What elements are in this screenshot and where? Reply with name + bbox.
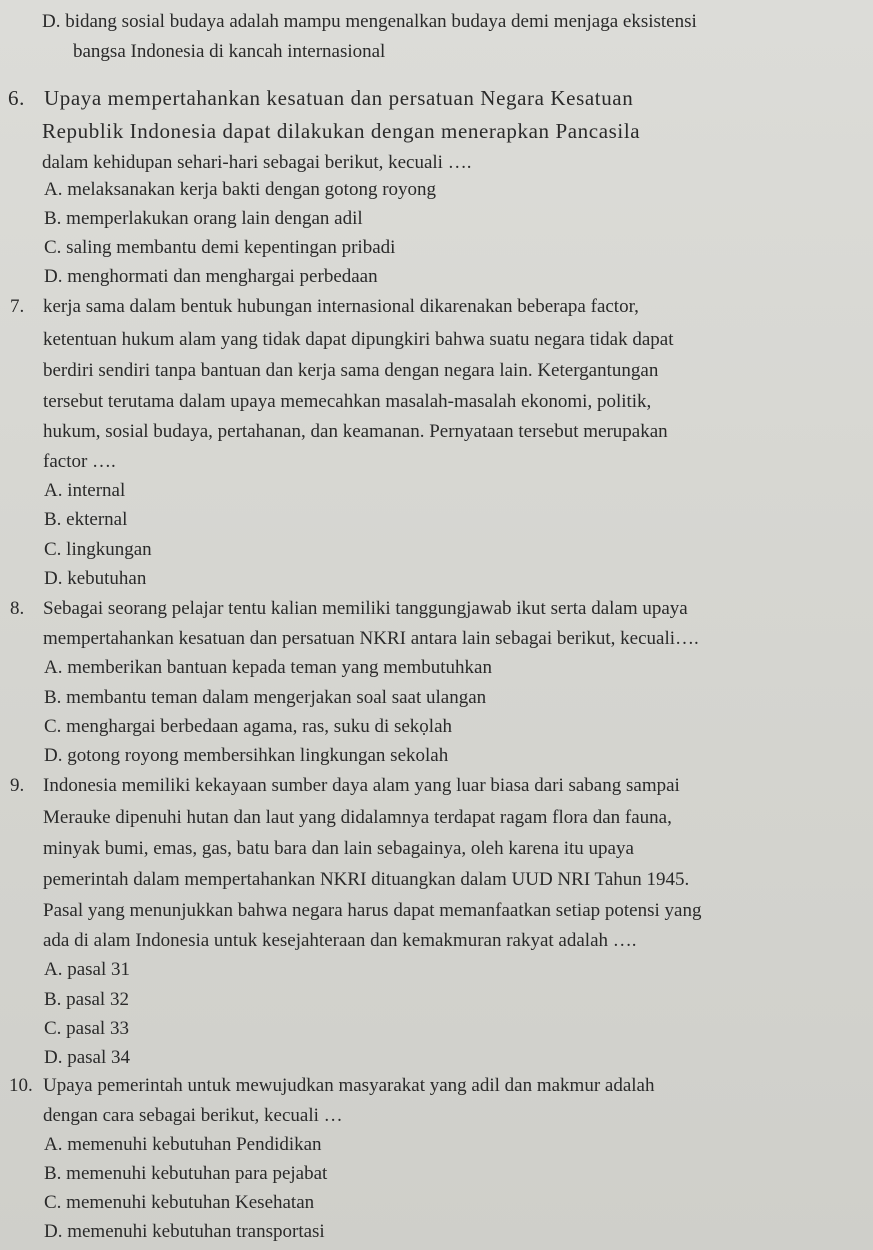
q7-option-b[interactable]: B. ekternal <box>44 509 128 530</box>
q9-line5: Pasal yang menunjukkan bahwa negara harus dapat memanfaatkan setiap potensi yang <box>43 900 702 921</box>
q6-option-a[interactable]: A. melaksanakan kerja bakti dengan gotong royong <box>44 179 437 200</box>
q6-line1: Upaya mempertahankan kesatuan dan persatuan Negara Kesatuan <box>44 86 634 110</box>
q9-option-a[interactable]: A. pasal 31 <box>44 959 131 980</box>
q9-option-d[interactable]: D. pasal 34 <box>44 1047 131 1068</box>
q9-number: 9. <box>10 775 25 796</box>
q9-line6: ada di alam Indonesia untuk kesejahteraan dan kemakmuran rakyat adalah …. <box>43 930 637 951</box>
q10-option-b[interactable]: B. memenuhi kebutuhan para pejabat <box>44 1163 328 1184</box>
q6-line3: dalam kehidupan sehari-hari sebagai berikut, kecuali …. <box>42 152 472 173</box>
q8-option-c[interactable]: C. menghargai berbedaan agama, ras, suku di sekọlah <box>44 716 453 737</box>
q7-line6: factor …. <box>43 451 116 472</box>
q6-option-d[interactable]: D. menghormati dan menghargai perbedaan <box>44 266 378 287</box>
q7-option-d[interactable]: D. kebutuhan <box>44 568 147 589</box>
q7-line2: ketentuan hukum alam yang tidak dapat dipungkiri bahwa suatu negara tidak dapat <box>43 329 674 350</box>
q6-option-c[interactable]: C. saling membantu demi kepentingan pribadi <box>44 237 396 258</box>
q9-line1: Indonesia memiliki kekayaan sumber daya alam yang luar biasa dari sabang sampai <box>43 775 680 796</box>
q7-line1: kerja sama dalam bentuk hubungan internasional dikarenakan beberapa factor, <box>43 296 639 317</box>
q7-option-a[interactable]: A. internal <box>44 480 126 501</box>
q9-line3: minyak bumi, emas, gas, batu bara dan lain sebagainya, oleh karena itu upaya <box>43 838 634 859</box>
q8-option-d[interactable]: D. gotong royong membersihkan lingkungan sekolah <box>44 745 449 766</box>
q10-line1: Upaya pemerintah untuk mewujudkan masyarakat yang adil dan makmur adalah <box>43 1075 655 1096</box>
q9-option-c[interactable]: C. pasal 33 <box>44 1018 129 1039</box>
q5-option-d-line1: D. bidang sosial budaya adalah mampu mengenalkan budaya demi menjaga eksistensi <box>42 11 697 32</box>
q9-line2: Merauke dipenuhi hutan dan laut yang didalamnya terdapat ragam flora dan fauna, <box>43 807 672 828</box>
q10-option-a[interactable]: A. memenuhi kebutuhan Pendidikan <box>44 1134 322 1155</box>
q8-line2: mempertahankan kesatuan dan persatuan NKRI antara lain sebagai berikut, kecuali…. <box>43 628 699 649</box>
q8-number: 8. <box>10 598 25 619</box>
q10-option-c[interactable]: C. memenuhi kebutuhan Kesehatan <box>44 1192 315 1213</box>
q6-number: 6. <box>8 86 25 110</box>
q6-option-b[interactable]: B. memperlakukan orang lain dengan adil <box>44 208 363 229</box>
q7-line4: tersebut terutama dalam upaya memecahkan masalah-masalah ekonomi, politik, <box>43 391 652 412</box>
q8-line1: Sebagai seorang pelajar tentu kalian memiliki tanggungjawab ikut serta dalam upaya <box>43 598 688 619</box>
q7-line5: hukum, sosial budaya, pertahanan, dan keamanan. Pernyataan tersebut merupakan <box>43 421 668 442</box>
q7-number: 7. <box>10 296 25 317</box>
q7-line3: berdiri sendiri tanpa bantuan dan kerja sama dengan negara lain. Ketergantungan <box>43 360 659 381</box>
q6-line2: Republik Indonesia dapat dilakukan dengan menerapkan Pancasila <box>42 119 641 143</box>
q5-option-d-line2: bangsa Indonesia di kancah internasional <box>73 41 386 62</box>
q8-option-a[interactable]: A. memberikan bantuan kepada teman yang membutuhkan <box>44 657 492 678</box>
q9-option-b[interactable]: B. pasal 32 <box>44 989 129 1010</box>
q7-option-c[interactable]: C. lingkungan <box>44 539 152 560</box>
q8-option-b[interactable]: B. membantu teman dalam mengerjakan soal saat ulangan <box>44 687 487 708</box>
q10-option-d[interactable]: D. memenuhi kebutuhan transportasi <box>44 1221 325 1242</box>
q10-line2: dengan cara sebagai berikut, kecuali … <box>43 1105 343 1126</box>
q10-number: 10. <box>9 1075 33 1096</box>
q9-line4: pemerintah dalam mempertahankan NKRI dituangkan dalam UUD NRI Tahun 1945. <box>43 869 690 890</box>
